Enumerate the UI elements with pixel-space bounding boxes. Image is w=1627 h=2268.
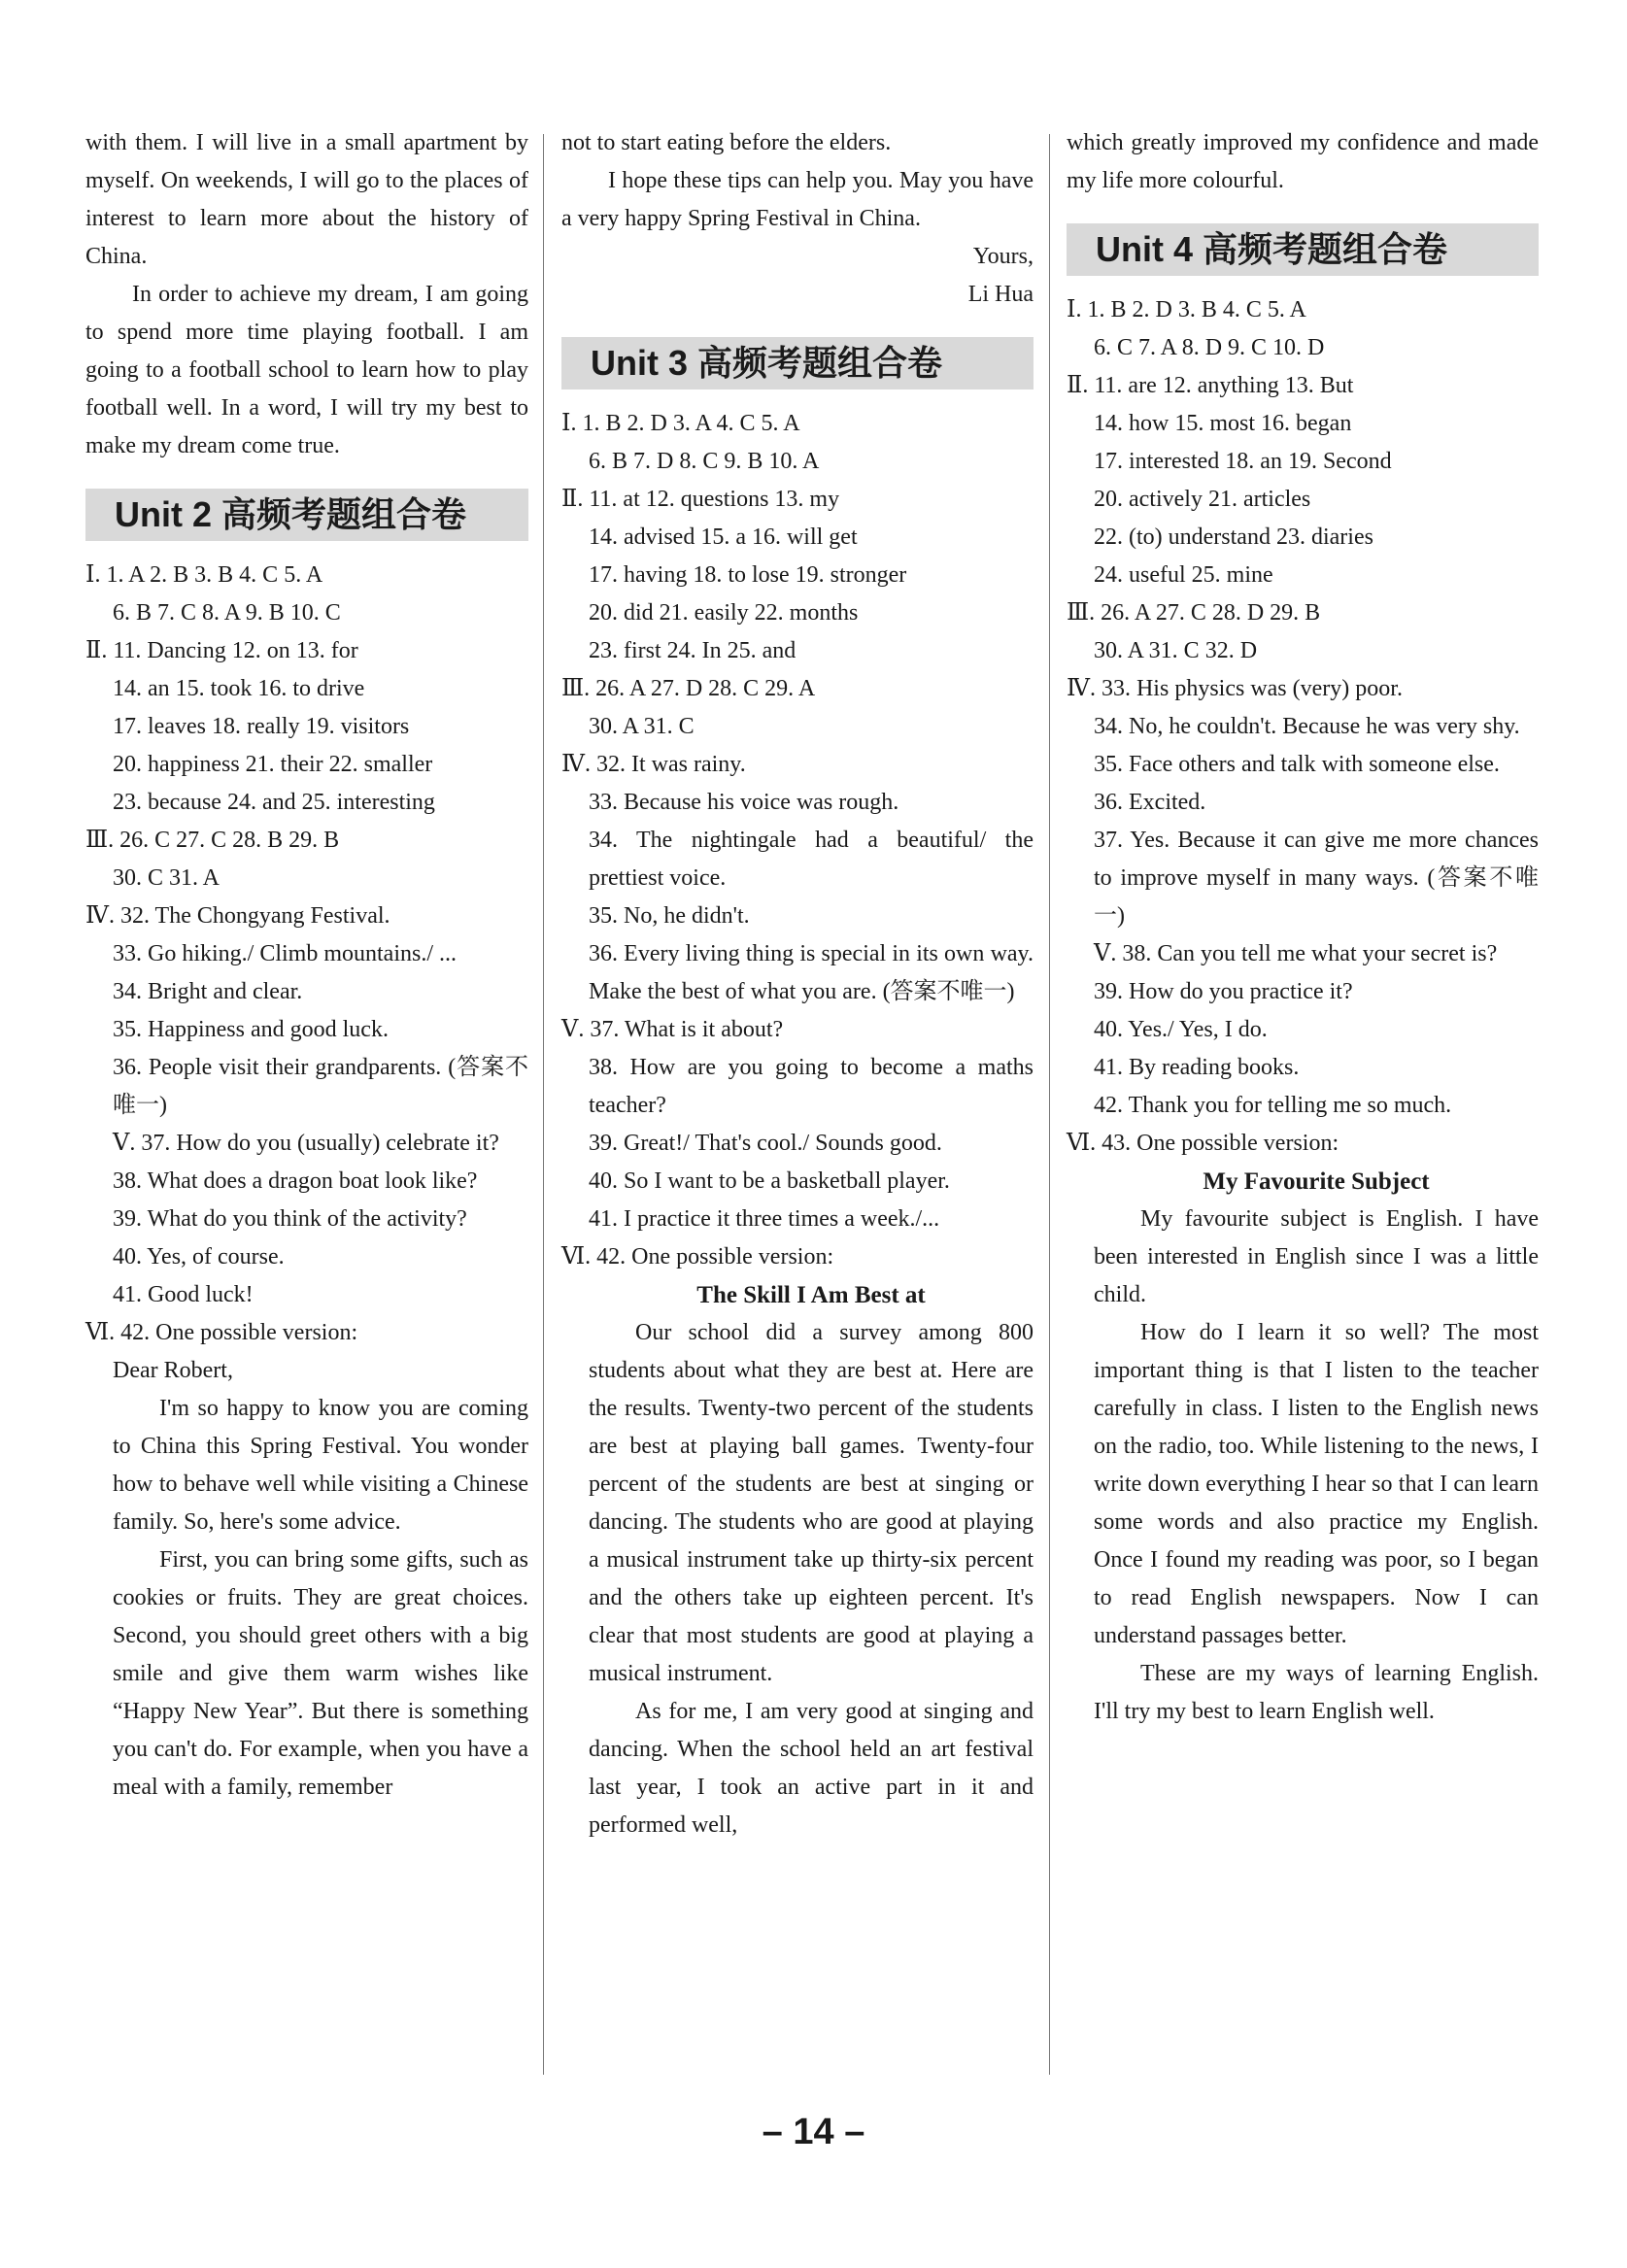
answer-row: 14. how 15. most 16. began [1094, 411, 1352, 436]
answer-row: Ⅵ. 42. One possible version: [85, 1320, 358, 1345]
answer-row: 39. What do you think of the activity? [113, 1206, 467, 1232]
answer-row: 36. Excited. [1094, 790, 1206, 815]
essay-paragraph: These are my ways of learning English. I'll try my best to learn English well. [1094, 1661, 1539, 1724]
answer-row: 20. actively 21. articles [1094, 487, 1311, 512]
answer-row: 22. (to) understand 23. diaries [1094, 525, 1373, 550]
answer-row: Ⅴ. 37. How do you (usually) celebrate it? [113, 1131, 499, 1156]
answer-row: 38. How are you going to become a maths teacher? [589, 1055, 1034, 1118]
answer-row: Ⅲ. 26. A 27. C 28. D 29. B [1067, 600, 1321, 626]
answer-row: Ⅰ. 1. A 2. B 3. B 4. C 5. A [85, 562, 323, 588]
answer-row: 33. Because his voice was rough. [589, 790, 899, 815]
answer-row: 6. C 7. A 8. D 9. C 10. D [1094, 335, 1325, 360]
essay-paragraph: Our school did a survey among 800 students about what they are best at. Here are the results. Twenty-two percent of the students are best at playing ball games. Twenty-four percent of the students are best at singing or dancing. The students who are good at playing a musical instrument take up thirty-six percent and the others take up eighteen percent. It's clear that most students are good at playing a musical instrument. [589, 1320, 1034, 1686]
unit-2-heading: Unit 2 高频考题组合卷 [85, 489, 528, 541]
column-2 [561, 124, 1034, 1845]
unit-3-heading: Unit 3 高频考题组合卷 [561, 337, 1034, 389]
answer-row: 38. What does a dragon boat look like? [113, 1168, 478, 1194]
answer-row: 6. B 7. C 8. A 9. B 10. C [113, 600, 341, 626]
answer-row: 14. an 15. took 16. to drive [113, 676, 365, 701]
answer-row: 35. No, he didn't. [589, 903, 750, 929]
column-1 [85, 124, 528, 1807]
letter-continuation: with them. I will live in a small apartment by myself. On weekends, I will go to the places of interest to learn more about the history of China. [85, 130, 528, 269]
answer-row: 17. interested 18. an 19. Second [1094, 449, 1392, 474]
answer-row: 23. because 24. and 25. interesting [113, 790, 435, 815]
answer-row: 39. How do you practice it? [1094, 979, 1353, 1004]
answer-row: Ⅳ. 32. The Chongyang Festival. [85, 903, 390, 929]
answer-row: 17. having 18. to lose 19. stronger [589, 562, 907, 588]
answer-row: 39. Great!/ That's cool./ Sounds good. [589, 1131, 942, 1156]
answer-row: 35. Face others and talk with someone else. [1094, 752, 1500, 777]
essay-paragraph: My favourite subject is English. I have been interested in English since I was a little child. [1094, 1206, 1539, 1307]
answer-row: Ⅳ. 33. His physics was (very) poor. [1067, 676, 1403, 701]
column-3 [1067, 124, 1539, 1731]
answer-row: 40. Yes./ Yes, I do. [1094, 1017, 1268, 1042]
answer-row: 6. B 7. D 8. C 9. B 10. A [589, 449, 820, 474]
answer-row: 20. did 21. easily 22. months [589, 600, 859, 626]
essay-continuation: which greatly improved my confidence and made my life more colourful. [1067, 130, 1539, 193]
answer-row: 30. C 31. A [113, 865, 220, 891]
answer-row: 42. Thank you for telling me so much. [1094, 1093, 1452, 1118]
answer-row: Ⅰ. 1. B 2. D 3. A 4. C 5. A [561, 411, 800, 436]
answer-row: Ⅱ. 11. at 12. questions 13. my [561, 487, 840, 512]
answer-row: Ⅴ. 37. What is it about? [561, 1017, 784, 1042]
answer-row: 34. Bright and clear. [113, 979, 303, 1004]
letter-paragraph: I hope these tips can help you. May you have a very happy Spring Festival in China. [561, 168, 1034, 231]
letter-paragraph: I'm so happy to know you are coming to China this Spring Festival. You wonder how to behave well while visiting a Chinese family. So, here's some advice. [113, 1396, 528, 1535]
answer-row: Ⅵ. 42. One possible version: [561, 1244, 834, 1269]
answer-row: 36. People visit their grandparents. (答案不唯一) [113, 1055, 528, 1118]
answer-row: 14. advised 15. a 16. will get [589, 525, 858, 550]
answer-row: 33. Go hiking./ Climb mountains./ ... [113, 941, 458, 966]
answer-row: Ⅴ. 38. Can you tell me what your secret is? [1094, 941, 1498, 966]
page-number: – 14 – [762, 2112, 865, 2152]
answer-row: 40. Yes, of course. [113, 1244, 285, 1269]
answer-row: 30. A 31. C [589, 714, 695, 739]
column-divider [1049, 134, 1050, 2075]
letter-paragraph: First, you can bring some gifts, such as cookies or fruits. They are great choices. Second, you should greet others with a big smile and give them warm wishes like “Happy New Year”. But there is something you can't do. For example, when you have a meal with a family, remember [113, 1547, 528, 1800]
essay-paragraph: How do I learn it so well? The most important thing is that I listen to the teacher carefully in class. I listen to the English news on the radio, too. While listening to the news, I write down everything I hear so that I can learn some words and also practice my English. Once I found my reading was poor, so I began to read English newspapers. Now I can understand passages better. [1094, 1320, 1539, 1648]
answer-row: 41. By reading books. [1094, 1055, 1300, 1080]
answer-row: 34. No, he couldn't. Because he was very shy. [1094, 714, 1520, 739]
answer-row: 40. So I want to be a basketball player. [589, 1168, 950, 1194]
essay-paragraph: As for me, I am very good at singing and dancing. When the school held an art festival last year, I took an active part in it and performed well, [589, 1699, 1034, 1838]
answer-row: 20. happiness 21. their 22. smaller [113, 752, 433, 777]
answer-row: 24. useful 25. mine [1094, 562, 1273, 588]
answer-row: Ⅰ. 1. B 2. D 3. B 4. C 5. A [1067, 297, 1306, 322]
answer-row: 37. Yes. Because it can give me more chances to improve myself in many ways. (答案不唯一) [1094, 828, 1539, 929]
letter-paragraph: In order to achieve my dream, I am going to spend more time playing football. I am going to a football school to learn how to play football well. In a word, I will try my best to make my dream come true. [85, 282, 528, 458]
answer-row: Ⅲ. 26. A 27. D 28. C 29. A [561, 676, 816, 701]
answer-row: Ⅳ. 32. It was rainy. [561, 752, 746, 777]
answer-row: 17. leaves 18. really 19. visitors [113, 714, 410, 739]
answer-row: 41. Good luck! [113, 1282, 254, 1307]
column-divider [543, 134, 544, 2075]
essay-title: The Skill I Am Best at [696, 1282, 926, 1308]
letter-signature: Li Hua [967, 282, 1034, 307]
unit-4-heading: Unit 4 高频考题组合卷 [1067, 223, 1539, 276]
answer-row: 30. A 31. C 32. D [1094, 638, 1258, 663]
answer-row: Ⅵ. 43. One possible version: [1067, 1131, 1339, 1156]
answer-row: Ⅲ. 26. C 27. C 28. B 29. B [85, 828, 340, 853]
answer-row: 23. first 24. In 25. and [589, 638, 797, 663]
essay-title: My Favourite Subject [1203, 1168, 1430, 1195]
answer-row: 35. Happiness and good luck. [113, 1017, 389, 1042]
letter-closing: Yours, [972, 244, 1034, 269]
answer-row: Ⅱ. 11. are 12. anything 13. But [1067, 373, 1354, 398]
letter-greeting: Dear Robert, [113, 1358, 233, 1383]
letter-continuation: not to start eating before the elders. [561, 130, 892, 155]
answer-row: 36. Every living thing is special in its own way. Make the best of what you are. (答案不唯一) [589, 941, 1034, 1004]
answer-row: 34. The nightingale had a beautiful/ the prettiest voice. [589, 828, 1034, 891]
answer-row: 41. I practice it three times a week./... [589, 1206, 940, 1232]
answer-row: Ⅱ. 11. Dancing 12. on 13. for [85, 638, 358, 663]
